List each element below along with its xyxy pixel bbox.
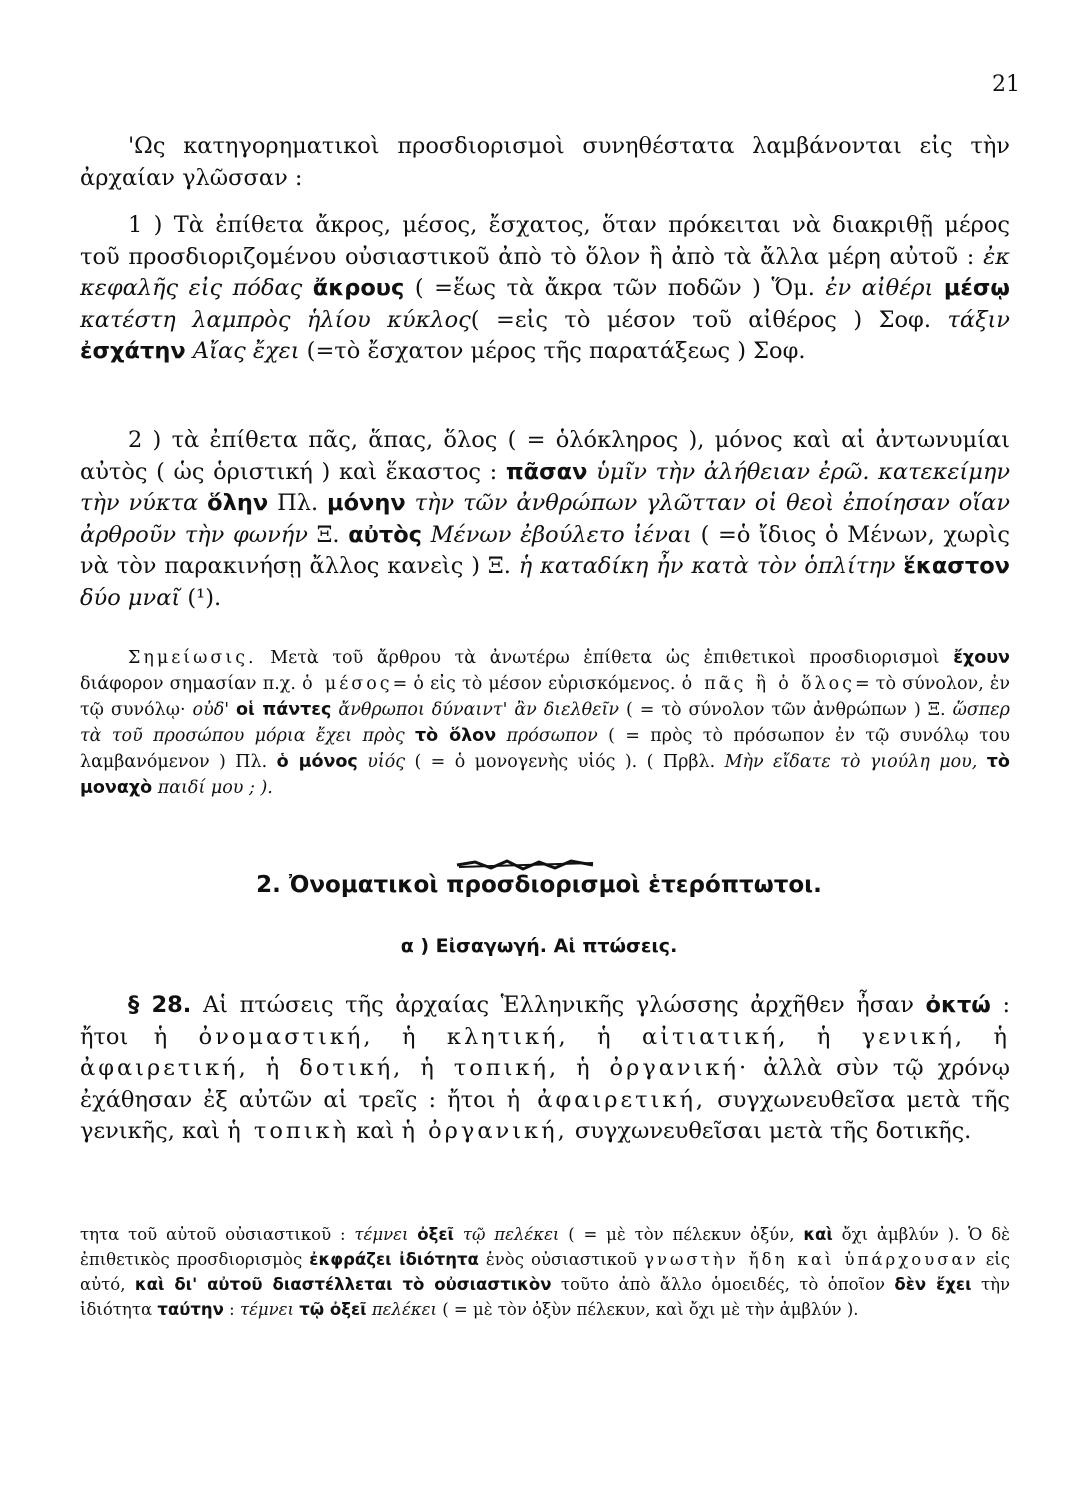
bold-term: ὅλην <box>207 490 269 516</box>
example: παιδί μου ; ). <box>157 778 273 798</box>
example: ἐν αἰθέρι <box>825 275 934 301</box>
bold-term: ὀκτώ <box>925 992 991 1018</box>
section-title: 2. Ὀνοματικοὶ προσδιορισμοὶ ἑτερόπτωτοι. <box>256 872 822 898</box>
footnote-marker: (¹). <box>187 584 222 611</box>
bold-term: τὸ ὅλον <box>415 726 497 746</box>
example: πελέκει <box>371 1300 437 1319</box>
spaced-term: γνωστὴν ἤδη καὶ ὑπάρχουσαν <box>644 1250 979 1269</box>
example: Μένων ἐβούλετο ἰέναι <box>430 521 692 548</box>
example: ἐκ κεφαλῆς εἰς πόδας <box>80 243 1010 301</box>
example: τῷ πελέκει <box>462 1225 560 1244</box>
bold-term: τῷ ὀξεῖ <box>299 1300 367 1319</box>
bold-term: δὲν ἔχει <box>894 1275 972 1294</box>
spaced-term: ἡ ἀφαιρετική, <box>506 1086 707 1113</box>
text: Αἱ πτώσεις τῆς ἀρχαίας Ἑλληνικῆς γλώσσης ἀρχῆθεν ἦσαν <box>202 992 914 1018</box>
bold-term: ἄκρους <box>312 275 405 301</box>
text: τὴν ἰδιότητα <box>80 1275 1011 1319</box>
example: πρόσωπον <box>506 726 598 746</box>
text: διάφορον σημασίαν π.χ. <box>80 674 296 694</box>
spaced-term: ἡ ὀργανική, <box>401 1118 568 1144</box>
section-number: § 28. <box>128 992 192 1018</box>
text: ( =εἰς τὸ μέσον τοῦ αἰθέρος ) Σοφ. <box>470 306 931 333</box>
bold-term: ταύτην <box>157 1300 224 1319</box>
text: τοῦτο ἀπὸ ἄλλο ὁμοειδές, τὸ ὁποῖον <box>560 1275 885 1294</box>
text: ( = ὁ μονογενὴς υἱός ). ( Πρβλ. <box>414 752 716 772</box>
example: κατέστη λαμπρὸς ἡλίου κύκλος <box>80 306 471 333</box>
example: τάξιν <box>947 306 1010 333</box>
paragraph-2 <box>80 425 1010 614</box>
text: ὄχι ἀμβλύν ). Ὁ δὲ ἐπιθετικὸς προσδιορισμὸς <box>80 1225 1010 1269</box>
bold-term: ἕκαστον <box>903 553 1010 579</box>
text: 1 ) Τὰ ἐπίθετα ἄκρος, μέσος, ἔσχατος, ὅταν πρόκειται νὰ διακριθῇ μέρος τοῦ προσδιοριζομένου οὐσιαστικοῦ ἀπὸ τὸ ὅλον ἢ ἀπὸ τὰ ἄλλα μέρη αὐτοῦ : <box>80 212 1010 270</box>
text: = τὸ σύνολον, ἐν τῷ συνόλῳ· <box>80 674 1010 720</box>
bold-term: αὐτὸς <box>348 521 422 548</box>
bold-term: ἐκφράζει ἰδιότητα <box>309 1250 479 1269</box>
text: = ὁ εἰς τὸ μέσον εὑρισκόμενος. <box>392 674 676 694</box>
text: εἰς αὐτό, <box>80 1250 1010 1294</box>
bold-term: μόνην <box>327 490 406 516</box>
bold-term: τὸ μοναχὸ <box>80 752 1010 798</box>
text: : <box>229 1300 235 1319</box>
text: ( =ἕως τὰ ἄκρα τῶν ποδῶν ) Ὅμ. <box>414 275 815 301</box>
bold-term: ὁ μόνος <box>276 752 358 772</box>
text: Ξ. <box>316 521 340 548</box>
text: τητα τοῦ αὐτοῦ οὐσιαστικοῦ : <box>80 1225 346 1244</box>
struck-out-mark <box>455 858 595 872</box>
note-label: Σημείωσις. <box>128 648 257 668</box>
bold-term: καὶ <box>803 1225 833 1244</box>
subsection-title: α ) Εἰσαγωγή. Αἱ πτώσεις. <box>400 935 678 957</box>
example: ἡ καταδίκη ἦν κατὰ τὸν ὁπλίτην <box>518 553 896 579</box>
text: ( = τὸ σύνολον τῶν ἀνθρώπων ) Ξ. <box>626 700 946 720</box>
example: Μὴν εἴδατε τὸ γιούλη μου, <box>724 752 978 772</box>
example: τέμνει <box>354 1225 409 1244</box>
text: 2 ) τὰ ἐπίθετα πᾶς, ἅπας, ὅλος ( = ὁλόκληρος ), μόνος καὶ αἱ ἀντωνυμίαι αὐτὸς ( ὡς ὁριστική ) καὶ ἕκαστος : <box>80 427 1010 485</box>
bold-term: ὀξεῖ <box>417 1225 454 1244</box>
note-paragraph <box>80 645 1010 801</box>
paragraph-1 <box>80 210 1010 368</box>
footnote-continuation <box>80 1222 1010 1322</box>
page-number: 21 <box>992 72 1020 97</box>
bold-term: ἔχουν <box>953 648 1010 668</box>
example: Αἴας ἔχει <box>192 338 300 364</box>
spaced-term: ἡ τοπικὴ <box>227 1118 350 1144</box>
example: υἱός <box>367 752 406 772</box>
text: ( = μὲ τὸν ὀξὺν πέλεκυν, καὶ ὄχι μὲ τὴν ἀμβλύν ). <box>442 1300 859 1319</box>
text: Πλ. <box>277 490 319 516</box>
text: συγχωνευθεῖσα μετὰ τῆς γενικῆς, καὶ <box>80 1086 1011 1144</box>
bold-term: ἐσχάτην <box>80 338 186 364</box>
example: τὴν τῶν ἀνθρώπων γλῶτταν οἱ θεοὶ ἐποίησαν οἵαν ἀρθροῦν τὴν φωνήν <box>80 490 1011 548</box>
text: Μετὰ τοῦ ἄρθρου τὰ ἀνωτέρω ἐπίθετα ὡς ἐπιθετικοὶ προσδιορισμοὶ <box>270 648 940 668</box>
spaced-term: ἡ ὀνομαστική, ἡ κλητική, ἡ αἰτιατική, ἡ γενική, ἡ ἀφαιρετική, ἡ δοτική, ἡ τοπική, ἡ ὀργανική· <box>80 1023 1010 1081</box>
bold-term: πᾶσαν <box>505 458 588 485</box>
example: ὥσπερ τὰ τοῦ προσώπου μόρια ἔχει πρὸς <box>80 700 1010 746</box>
example: οὐδ' <box>192 700 230 720</box>
paragraph-3 <box>80 990 1010 1148</box>
intro-paragraph <box>80 131 1010 194</box>
text: : ἤτοι <box>80 992 1011 1050</box>
example: δύο μναῖ <box>80 584 181 611</box>
example: ἄνθρωποι δύναιντ' ἂν διελθεῖν <box>338 700 620 720</box>
bold-term: μέσῳ <box>943 275 1010 301</box>
spaced-term: ὁ πᾶς ἢ ὁ ὅλος <box>681 674 855 694</box>
spaced-term: ὁ μέσος <box>302 674 393 694</box>
bold-term: οἱ πάντες <box>236 700 332 720</box>
bold-term: καὶ δι' αὐτοῦ διαστέλλεται τὸ οὐσιαστικὸν <box>134 1275 552 1294</box>
text: ( = πρὸς τὸ πρόσωπον ἐν τῷ συνόλῳ του λαμβανόμενον ) Πλ. <box>80 726 1010 772</box>
intro-text: 'Ως κατηγορηματικοὶ προσδιορισμοὶ συνηθέστατα λαμβάνονται εἰς τὴν ἀρχαίαν γλῶσσαν : <box>80 133 1010 191</box>
text: ἑνὸς οὐσιαστικοῦ <box>485 1250 638 1269</box>
example: τέμνει <box>239 1300 294 1319</box>
text: ( = μὲ τὸν πέλεκυν ὀξύν, <box>568 1225 795 1244</box>
example: ὑμῖν τὴν ἀλήθειαν ἐρῶ. κατεκείμην τὴν νύκτα <box>80 458 1011 516</box>
text: (=τὸ ἔσχατον μέρος τῆς παρατάξεως ) Σοφ. <box>306 338 806 364</box>
text: καὶ <box>356 1118 395 1144</box>
text: ( =ὁ ἴδιος ὁ Μένων, χωρὶς νὰ τὸν παρακινήσῃ ἄλλος κανεὶς ) Ξ. <box>80 521 1011 579</box>
text: ἀλλὰ σὺν τῷ χρόνῳ ἐχάθησαν ἐξ αὐτῶν αἱ τρεῖς : ἤτοι <box>80 1055 1010 1113</box>
text: συγχωνευθεῖσαι μετὰ τῆς δοτικῆς. <box>574 1118 972 1144</box>
